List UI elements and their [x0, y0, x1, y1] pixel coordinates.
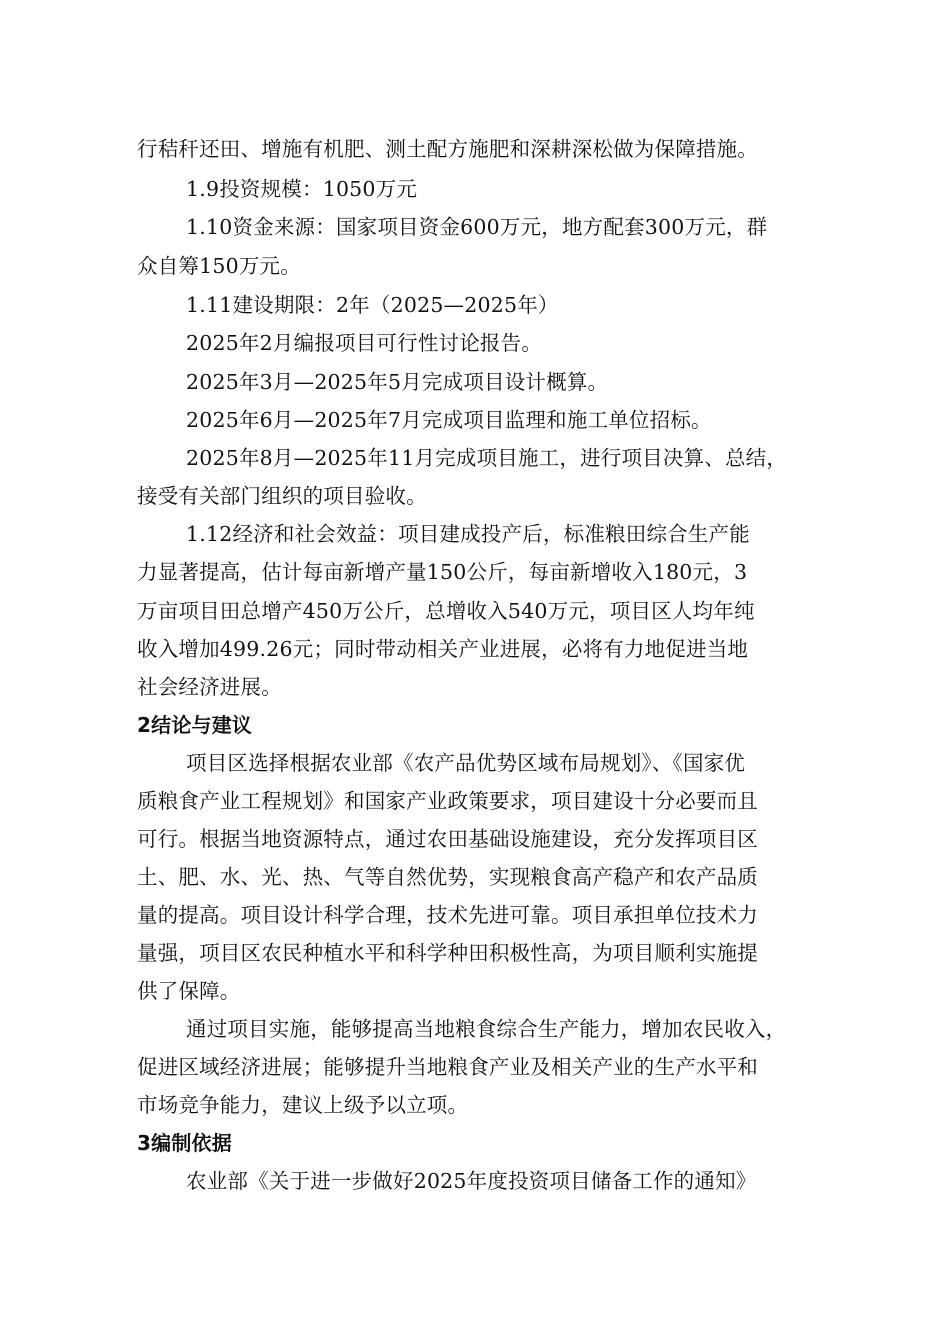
- section-1-10-funding: 1.10资金来源：国家项目资金600万元，地方配套300万元，群: [186, 215, 768, 239]
- paragraph-line: 众自筹150万元。: [137, 254, 301, 278]
- paragraph-line: 收入增加499.26元；同时带动相关产业进展，必将有力地促进当地: [137, 637, 749, 661]
- paragraph-line: 促进区域经济进展；能够提升当地粮食产业及相关产业的生产水平和: [137, 1055, 758, 1079]
- schedule-item: 2025年2月编报项目可行性讨论报告。: [186, 331, 543, 355]
- schedule-item: 2025年8月—2025年11月完成项目施工，进行项目决算、总结，: [186, 446, 788, 470]
- paragraph-line: 项目区选择根据农业部《农产品优势区域布局规划》、《国家优: [186, 751, 746, 775]
- paragraph-line: 可行。根据当地资源特点，通过农田基础设施建设，充分发挥项目区: [137, 827, 758, 851]
- paragraph-line: 量的提高。项目设计科学合理，技术先进可靠。项目承担单位技术力: [137, 903, 758, 927]
- paragraph-line: 万亩项目田总增产450万公斤，总增收入540万元，项目区人均年纯: [137, 599, 755, 623]
- schedule-item: 2025年6月—2025年7月完成项目监理和施工单位招标。: [186, 408, 712, 432]
- paragraph-line: 量强，项目区农民种植水平和科学种田积极性高，为项目顺利实施提: [137, 941, 758, 965]
- section-heading-3: 3编制依据: [137, 1131, 232, 1155]
- paragraph-line: 通过项目实施，能够提高当地粮食综合生产能力，增加农民收入，: [186, 1017, 787, 1041]
- paragraph-line: 社会经济进展。: [137, 675, 282, 699]
- paragraph-line: 土、肥、水、光、热、气等自然优势，实现粮食高产稳产和农产品质: [137, 865, 758, 889]
- paragraph-line: 行秸秆还田、增施有机肥、测土配方施肥和深耕深松做为保障措施。: [137, 137, 758, 161]
- section-heading-2: 2结论与建议: [137, 713, 253, 737]
- section-1-12-benefits: 1.12经济和社会效益：项目建成投产后，标准粮田综合生产能: [186, 522, 750, 546]
- section-1-11-period: 1.11建设期限：2年（2025—2025年）: [186, 293, 559, 317]
- paragraph-line: 接受有关部门组织的项目验收。: [137, 484, 427, 508]
- section-1-9-investment: 1.9投资规模：1050万元: [186, 177, 418, 201]
- paragraph-line: 市场竞争能力，建议上级予以立项。: [137, 1093, 469, 1117]
- schedule-item: 2025年3月—2025年5月完成项目设计概算。: [186, 370, 609, 394]
- paragraph-line: 供了保障。: [137, 979, 241, 1003]
- paragraph-line: 质粮食产业工程规划》和国家产业政策要求，项目建设十分必要而且: [137, 789, 758, 813]
- paragraph-line: 力显著提高，估计每亩新增产量150公斤，每亩新增收入180元，3: [137, 560, 748, 584]
- paragraph-line: 农业部《关于进一步做好2025年度投资项目储备工作的通知》: [186, 1169, 757, 1193]
